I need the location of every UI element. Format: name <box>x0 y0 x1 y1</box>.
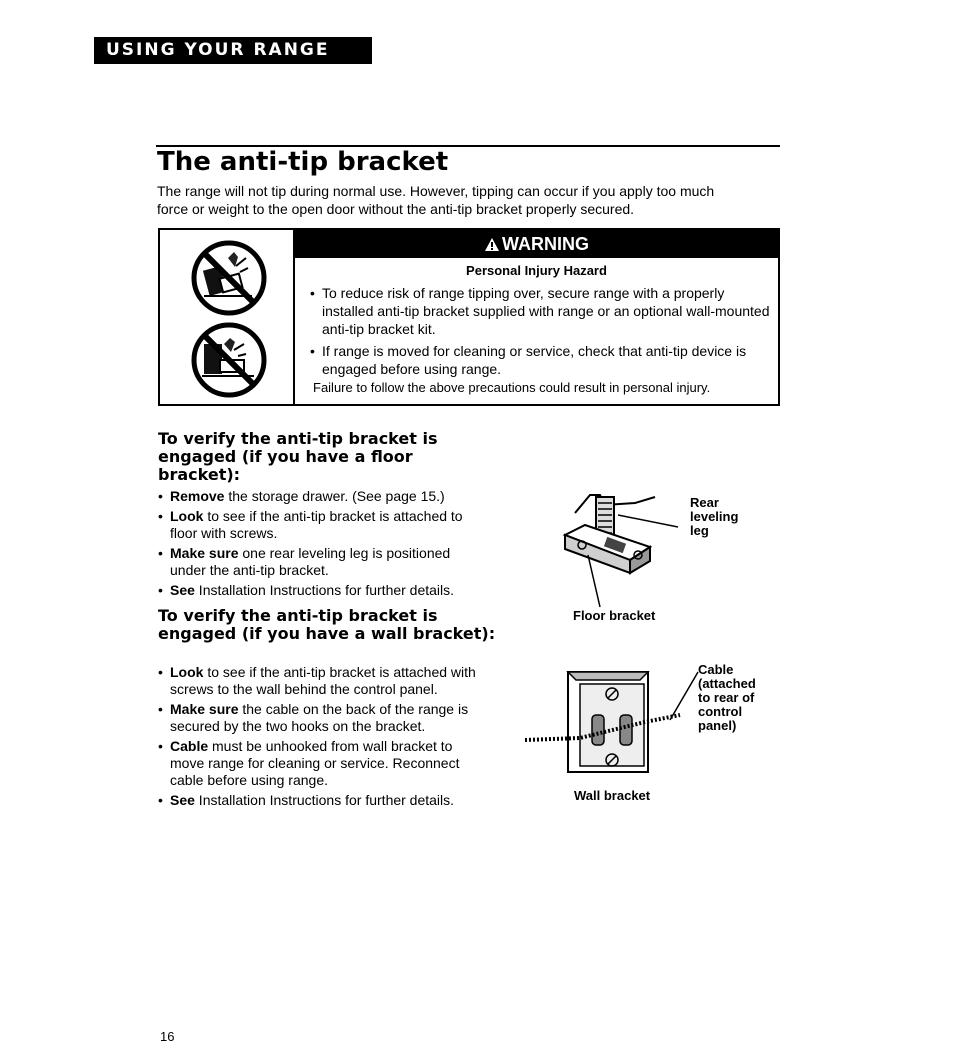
warning-triangle-icon <box>484 230 500 258</box>
warning-banner <box>295 230 778 258</box>
floor-bracket-caption: Floor bracket <box>573 608 656 623</box>
rear-leveling-leg-label: Rear leveling leg <box>690 495 739 538</box>
floor-bracket-list <box>158 488 488 602</box>
item-text: the cable on the back of the range is secured by the two hooks on the bracket. <box>170 701 469 734</box>
floor-list-item <box>158 488 488 505</box>
warning-label: WARNING <box>502 234 589 254</box>
warning-item: • To reduce risk of range tipping over, secure range with a properly installed anti-tip bracket supplied with range or an optional wall-mounted anti-tip bracket kit. <box>310 284 772 338</box>
page-number: 16 <box>160 1029 175 1044</box>
no-tip-icon <box>188 238 270 318</box>
item-text: Installation Instructions for further details. <box>194 582 455 598</box>
cable-label: Cable (attached to rear of control panel) <box>698 662 756 733</box>
wall-list-item <box>158 664 488 698</box>
intro-line-2: force or weight to the open door without the anti-tip bracket properly secured. <box>157 201 635 217</box>
wall-bracket-heading: To verify the anti-tip bracket is engaged (if you have a wall bracket): <box>158 606 496 643</box>
intro-line-1: The range will not tip during normal use. However, tipping can occur if you apply too much <box>157 183 715 199</box>
wall-bracket-caption: Wall bracket <box>574 788 651 803</box>
item-lead: Make sure <box>170 545 239 561</box>
floor-list-item <box>158 545 488 579</box>
warning-footer: Failure to follow the above precautions could result in personal injury. <box>313 380 711 395</box>
wall-bracket-list <box>158 664 488 812</box>
item-lead: Remove <box>170 488 225 504</box>
item-text: the storage drawer. (See page 15.) <box>224 488 445 504</box>
intro-paragraph <box>157 182 777 218</box>
floor-bracket-heading: To verify the anti-tip bracket is engaged (if you have a floor bracket): <box>158 429 438 484</box>
item-lead: Cable <box>170 738 209 754</box>
warning-hazard-title: Personal Injury Hazard <box>466 263 607 278</box>
wall-list-item <box>158 701 488 735</box>
floor-list-item <box>158 582 488 599</box>
item-text: Installation Instructions for further details. <box>194 792 455 808</box>
wall-list-item <box>158 792 488 809</box>
floor-list-item <box>158 508 488 542</box>
no-tip-icon <box>188 320 270 400</box>
warning-list <box>310 284 772 382</box>
item-text: one rear leveling leg is positioned under the anti-tip bracket. <box>170 545 451 578</box>
item-lead: See <box>170 582 195 598</box>
item-lead: See <box>170 792 195 808</box>
item-lead: Make sure <box>170 701 239 717</box>
wall-bracket-illustration <box>520 660 700 780</box>
item-lead: Look <box>170 508 204 524</box>
wall-list-item <box>158 738 488 789</box>
item-lead: Look <box>170 664 204 680</box>
item-text: to see if the anti-tip bracket is attached with screws to the wall behind the control panel. <box>170 664 476 697</box>
floor-bracket-illustration <box>560 485 685 610</box>
page-title: The anti-tip bracket <box>157 147 449 177</box>
warning-item: • If range is moved for cleaning or service, check that anti-tip device is engaged before using range. <box>310 342 772 378</box>
section-header-label: USING YOUR RANGE <box>106 40 330 60</box>
item-text: must be unhooked from wall bracket to move range for cleaning or service. Reconnect cable before using range. <box>170 738 460 788</box>
item-text: to see if the anti-tip bracket is attached to floor with screws. <box>170 508 463 541</box>
